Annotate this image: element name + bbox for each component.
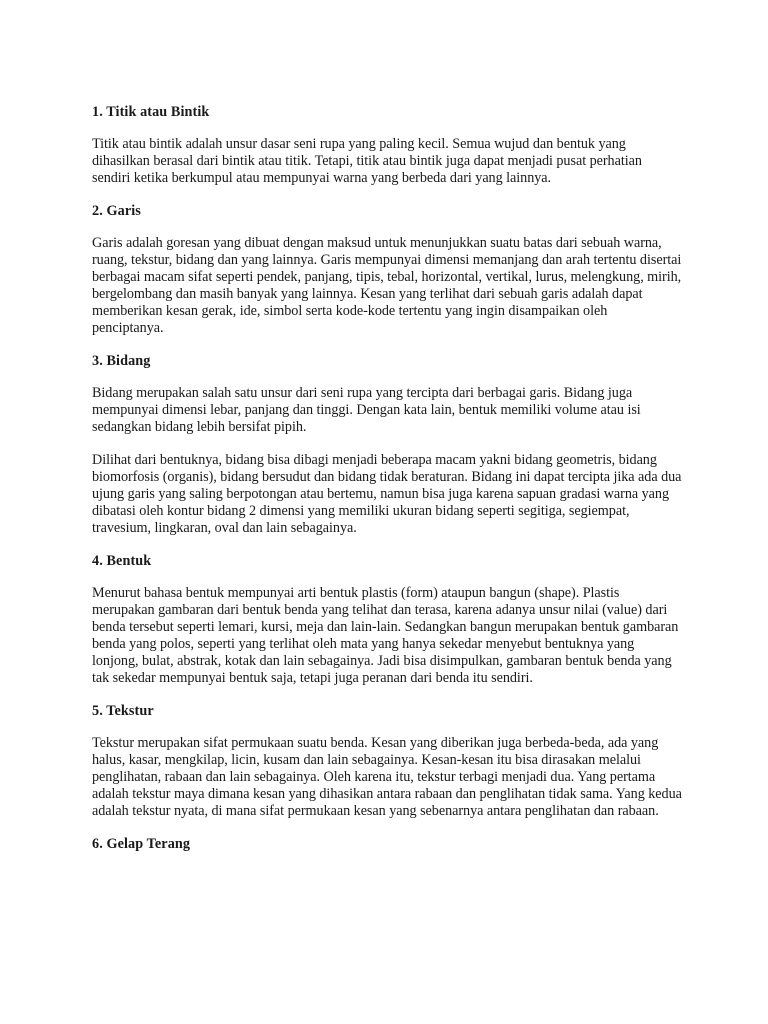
section-titik bbox=[92, 104, 682, 187]
section-heading: 5. Tekstur bbox=[92, 703, 154, 719]
section-tekstur bbox=[92, 703, 682, 820]
section-bentuk bbox=[92, 553, 682, 687]
section-garis bbox=[92, 203, 682, 337]
paragraph: Bidang merupakan salah satu unsur dari seni rupa yang tercipta dari berbagai garis. Bidang juga mempunyai dimensi lebar, panjang dan tinggi. Dengan kata lain, bentuk memiliki volume atau isi sedangkan bidang lebih bersifat pipih. bbox=[92, 385, 641, 435]
paragraph: Menurut bahasa bentuk mempunyai arti bentuk plastis (form) ataupun bangun (shape). Plastis merupakan gambaran dari bentuk benda yang telihat dan terasa, karena adanya unsur nilai (value) dari benda tersebut seperti lemari, kursi, meja dan lain-lain. Sedangkan bangun merupakan bentuk gambaran benda yang polos, seperti yang terlihat oleh mata yang hanya sekedar menyebut bentuknya yang lonjong, bulat, abstrak, kotak dan lain sebagainya. Jadi bisa disimpulkan, gambaran bentuk benda yang tak sekedar mempunyai bentuk saja, tetapi juga peranan dari benda itu sendiri. bbox=[92, 585, 679, 686]
document-page bbox=[92, 104, 682, 868]
section-heading: 3. Bidang bbox=[92, 353, 151, 369]
paragraph: Garis adalah goresan yang dibuat dengan maksud untuk menunjukkan suatu batas dari sebuah warna, ruang, tekstur, bidang dan yang lainnya. Garis mempunyai dimensi memanjang dan arah tertentu disertai berbagai macam sifat seperti pendek, panjang, tipis, tebal, horizontal, vertikal, lurus, melengkung, mirih, bergelombang dan masih banyak yang lainnya. Kesan yang terlihat dari sebuah garis adalah dapat memberikan kesan gerak, ide, simbol serta kode-kode tertentu yang ingin disampaikan oleh penciptanya. bbox=[92, 235, 682, 336]
section-heading: 2. Garis bbox=[92, 203, 141, 219]
paragraph: Dilihat dari bentuknya, bidang bisa dibagi menjadi beberapa macam yakni bidang geometris, bidang biomorfosis (organis), bidang bersudut dan bidang tidak beraturan. Bidang ini dapat tercipta jika ada dua ujung garis yang saling berpotongan atau bertemu, namun bisa juga karena sapuan gradasi warna yang dibatasi oleh kontur bidang 2 dimensi yang memiliki ukuran bidang seperti segitiga, segiempat, travesium, lingkaran, oval dan lain sebagainya. bbox=[92, 452, 682, 536]
section-heading: 4. Bentuk bbox=[92, 553, 152, 569]
section-gelap-terang bbox=[92, 836, 682, 853]
paragraph: Titik atau bintik adalah unsur dasar seni rupa yang paling kecil. Semua wujud dan bentuk yang dihasilkan berasal dari bintik atau titik. Tetapi, titik atau bintik juga dapat menjadi pusat perhatian sendiri ketika berkumpul atau mempunyai warna yang berbeda dari yang lainnya. bbox=[92, 136, 642, 186]
section-heading: 6. Gelap Terang bbox=[92, 836, 191, 852]
paragraph: Tekstur merupakan sifat permukaan suatu benda. Kesan yang diberikan juga berbeda-beda, ada yang halus, kasar, mengkilap, licin, kusam dan lain sebagainya. Kesan-kesan itu bisa dirasakan melalui penglihatan, rabaan dan lain sebagainya. Oleh karena itu, tekstur terbagi menjadi dua. Yang pertama adalah tekstur maya dimana kesan yang dihasikan antara rabaan dan penglihatan tidak sama. Yang kedua adalah tekstur nyata, di mana sifat permukaan kesan yang sebenarnya antara penglihatan dan rabaan. bbox=[92, 735, 682, 819]
section-bidang bbox=[92, 353, 682, 537]
section-heading: 1. Titik atau Bintik bbox=[92, 104, 210, 120]
